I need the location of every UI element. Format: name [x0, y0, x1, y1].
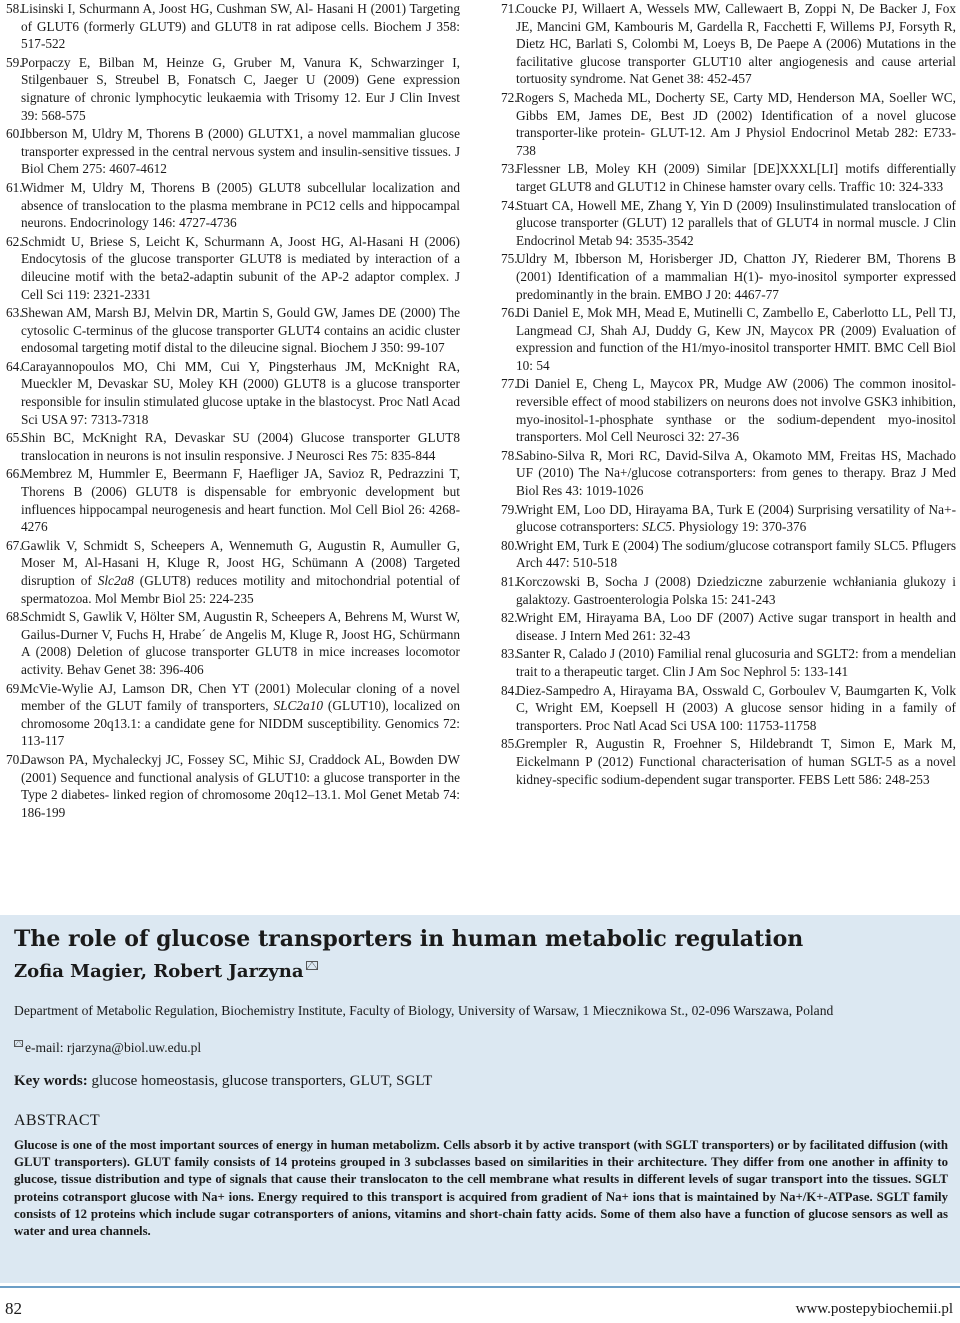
reference-item	[501, 304, 956, 374]
reference-item	[6, 179, 460, 232]
reference-text: Shin BC, McKnight RA, Devaskar SU (2004) Glucose transporter GLUT8 translocation in neurons is not insulin responsive. J Neurosci Res 75: 835-844	[21, 430, 460, 463]
reference-text: Santer R, Calado J (2010) Familial renal glucosuria and SGLT2: from a mendelian trait to a therapeutic target. Clin J Am Soc Nephrol 5: 133-141	[516, 646, 956, 679]
reference-text: Uldry M, Ibberson M, Horisberger JD, Chatton JY, Riederer BM, Thorens B (2001) Identification of a mammalian H(1)- myo-inositol symporter expressed predominantly in the brain. EMBO J 20: 4467-77	[516, 251, 956, 302]
reference-text-part: (GLUT10), localized on chromosome 20q13.1: a candidate gene for NIDDM susceptibility. Genomics 72: 113-117	[21, 698, 460, 749]
reference-item	[501, 447, 956, 500]
reference-number: 71.	[501, 1, 518, 16]
reference-item	[501, 501, 956, 536]
reference-text-part: . Physiology 19: 370-376	[671, 519, 807, 535]
reference-item	[501, 89, 956, 159]
author-names: Zofia Magier, Robert Jarzyna	[14, 961, 304, 982]
reference-text: Membrez M, Hummler E, Beermann F, Haefliger JA, Savioz R, Pedrazzini T, Thorens B (2006) GLUT8 is dispensable for embryonic development but influences hippocampal neurogenesis and heart function. Mol Cell Biol 26: 4268-4276	[21, 466, 460, 535]
page-number: 82	[5, 1299, 22, 1318]
reference-text: Flessner LB, Moley KH (2009) Similar [DE]XXXL[LI] motifs differentially target GLUT8 and GLUT12 in Chinese hamster ovary cells. Traffic 10: 324-333	[516, 161, 956, 194]
reference-number: 84.	[501, 682, 518, 698]
corresponding-email	[14, 1040, 201, 1056]
reference-number: 64.	[6, 358, 23, 374]
reference-text	[516, 501, 956, 536]
reference-text: Widmer M, Uldry M, Thorens B (2005) GLUT8 subcellular localization and absence of translocation to the plasma membrane in PC12 cells and hippocampal neurons. Endocrinology 146: 4727-4736	[21, 179, 460, 231]
reference-item	[6, 680, 460, 750]
references-right-column	[501, 0, 956, 789]
reference-text: Shewan AM, Marsh BJ, Melvin DR, Martin S, Gould GW, James DE (2000) The cytosolic C-terminus of the glucose transporter GLUT4 contains an acidic cluster endosomal targeting motif distal to the dileucine signal. Biochem J 350: 99-107	[21, 305, 460, 356]
keywords-label: Key words:	[14, 1073, 88, 1089]
reference-number: 69.	[6, 680, 23, 696]
reference-text	[21, 537, 460, 607]
reference-item	[501, 609, 956, 644]
reference-text: Ibberson M, Uldry M, Thorens B (2000) GLUTX1, a novel mammalian glucose transporter expressed in the central nervous system and insulin-sensitive tissues. J Biol Chem 275: 4607-4612	[21, 126, 460, 177]
reference-number: 77.	[501, 376, 518, 392]
reference-text: Wright EM, Hirayama BA, Loo DF (2007) Active sugar transport in health and disease. J Intern Med 261: 32-43	[516, 610, 956, 643]
envelope-icon	[306, 961, 318, 970]
reference-text-part: McVie-Wylie AJ, Lamson DR, Chen YT (2001) Molecular cloning of a novel member of the GLUT family of transporters,	[21, 680, 460, 714]
reference-text: Grempler R, Augustin R, Froehner S, Hildebrandt T, Simon E, Mark M, Eickelmann P (2012) Functional characterisation of human SGLT-5 as a novel kidney-specific sodium-dependent sugar transporter. FEBS Lett 586: 248-253	[516, 736, 956, 787]
abstract-heading: ABSTRACT	[14, 1112, 100, 1129]
reference-item	[6, 537, 460, 607]
reference-item	[6, 125, 460, 178]
reference-item	[501, 375, 956, 445]
reference-item	[6, 54, 460, 124]
reference-number: 62.	[6, 233, 23, 249]
reference-text-part: Gawlik V, Schmidt S, Scheepers A, Wennemuth G, Augustin R, Aumuller G, Moser M, Al-Hasani H, Kluge R, Joost HG, Schümann A (2008) Targeted disruption of	[21, 537, 460, 588]
reference-number: 80.	[501, 537, 518, 553]
reference-number: 61.	[6, 179, 23, 195]
footer-rule	[0, 1286, 960, 1288]
reference-item	[501, 250, 956, 303]
reference-item	[6, 358, 460, 428]
reference-item	[501, 0, 956, 88]
reference-italic-gene: Slc2a8	[97, 573, 134, 588]
reference-item	[501, 573, 956, 608]
reference-number: 79.	[501, 501, 518, 517]
abstract-text: Glucose is one of the most important sources of energy in human metabolizm. Cells absorb it by active transport (with SGLT transporters) or by facilitated diffusion (with GLUT transporters). GLUT family consists of 14 proteins grouped in 3 subclasses based on similarities in their architecture. They differ from one another in affinity to glucose, tissue distribution and type of signals that cause their translocaton to the cell membrane what results in different levels of sugar transport into the tissues. SGLT proteins cotransport glucose with Na+ ions. Energy required to this transport is acquired from gradient of Na+ ions that is maintained by Na+/K+-ATPase. SGLT family consists of 12 proteins which include sugar cotransporters of anions, vitamins and short-chain fatty acids. Some of them also have a function of glucose sensors as well as water and urea channels.	[14, 1138, 948, 1239]
reference-number: 60.	[6, 126, 23, 142]
reference-item	[6, 465, 460, 535]
reference-item	[501, 735, 956, 788]
site-url[interactable]: www.postepybiochemii.pl	[795, 1301, 953, 1317]
reference-number: 73.	[501, 161, 518, 177]
reference-number: 66.	[6, 466, 23, 482]
reference-number: 58.	[6, 1, 23, 16]
reference-number: 85.	[501, 736, 518, 752]
reference-number: 59.	[6, 54, 23, 70]
reference-item	[6, 0, 460, 53]
reference-text: Coucke PJ, Willaert A, Wessels MW, Callewaert B, Zoppi N, De Backer J, Fox JE, Mancini GM, Kambouris M, Gardella R, Facchetti F, Willems PJ, Forsyth R, Dietz HC, Barlati S, Colombi M, Loeys B, De Paepe A (2006) Mutations in the facilitative glucose transporter GLUT10 alter angiogenesis and cause arterial tortuosity syndrome. Nat Genet 38: 452-457	[516, 1, 956, 87]
reference-number: 70.	[6, 751, 23, 767]
keywords-list: glucose homeostasis, glucose transporters, GLUT, SGLT	[91, 1073, 433, 1089]
reference-text: Porpaczy E, Bilban M, Heinze G, Gruber M, Vanura K, Schwarzinger I, Stilgenbauer S, Streubel B, Fonatsch C, Jaeger U (2009) Gene expression signature of chronic lymphocytic leukaemia with Trisomy 12. Eur J Clin Invest 39: 568-575	[21, 54, 460, 123]
reference-text-part: Wright EM, Loo DD, Hirayama BA, Turk E (2004) Surprising versatility of Na+-glucose cotransporters:	[516, 501, 956, 535]
reference-number: 74.	[501, 197, 518, 213]
reference-text: Sabino-Silva R, Mori RC, David-Silva A, Okamoto MM, Freitas HS, Machado UF (2010) The Na+/glucose cotransporters: from genes to therapy. Braz J Med Biol Res 43: 1019-1026	[516, 447, 956, 499]
references-left-column	[6, 0, 460, 822]
reference-number: 83.	[501, 646, 518, 662]
reference-item	[6, 429, 460, 464]
reference-number: 76.	[501, 305, 518, 321]
reference-item	[501, 682, 956, 735]
reference-text: Lisinski I, Schurmann A, Joost HG, Cushman SW, Al- Hasani H (2001) Targeting of GLUT6 (formerly GLUT9) and GLUT8 in rat adipose cells. Biochem J 358: 517-522	[21, 1, 460, 52]
reference-number: 63.	[6, 305, 23, 321]
reference-text: Carayannopoulos MO, Chi MM, Cui Y, Pingsterhaus JM, McKnight RA, Mueckler M, Devaskar SU, Moley KH (2000) GLUT8 is a glucose transporter responsible for insulin stimulated glucose uptake in the blastocyst. Proc Natl Acad Sci USA 97: 7313-7318	[21, 358, 460, 427]
reference-number: 78.	[501, 447, 518, 463]
article-title: The role of glucose transporters in human metabolic regulation	[14, 926, 804, 952]
reference-item	[501, 197, 956, 250]
reference-text-part: (GLUT8) reduces motility and mitochondrial potential of spermatozoa. Mol Membr Biol 25: 224-235	[21, 573, 460, 606]
reference-item	[6, 751, 460, 821]
reference-text: Diez-Sampedro A, Hirayama BA, Osswald C, Gorboulev V, Baumgarten K, Volk C, Wright EM, Koepsell H (2003) A glucose sensor hiding in a family of transporters. Proc Natl Acad Sci USA 100: 11753-11758	[516, 682, 956, 733]
envelope-icon	[14, 1040, 23, 1047]
reference-item	[6, 233, 460, 303]
reference-number: 72.	[501, 89, 518, 105]
reference-number: 82.	[501, 610, 518, 626]
reference-number: 65.	[6, 430, 23, 446]
email-text: e-mail: rjarzyna@biol.uw.edu.pl	[25, 1040, 202, 1055]
reference-item	[501, 645, 956, 680]
reference-text: Stuart CA, Howell ME, Zhang Y, Yin D (2009) Insulinstimulated translocation of glucose transporter (GLUT) 12 parallels that of GLUT4 in normal muscle. J Clin Endocrinol Metab 94: 3535-3542	[516, 197, 956, 248]
authors	[14, 961, 318, 982]
reference-text: Schmidt S, Gawlik V, Hölter SM, Augustin R, Scheepers A, Behrens M, Wurst W, Gailus-Durner V, Fuchs H, Hrabe´ de Angelis M, Kluge R, Joost HG, Schürmann A (2008) Deletion of glucose transporter GLUT8 in mice increases locomotor activity. Behav Genet 38: 396-406	[21, 609, 460, 677]
reference-italic-gene: SLC5	[642, 519, 672, 535]
reference-item	[501, 537, 956, 572]
reference-number: 75.	[501, 251, 518, 267]
reference-text	[21, 680, 460, 750]
reference-number: 67.	[6, 537, 23, 553]
reference-number: 68.	[6, 609, 23, 625]
reference-text: Wright EM, Turk E (2004) The sodium/glucose cotransport family SLC5. Pflugers Arch 447: 510-518	[516, 537, 956, 571]
reference-italic-gene: SLC2a10	[273, 698, 323, 714]
reference-text: Di Daniel E, Mok MH, Mead E, Mutinelli C, Zambello E, Caberlotto LL, Pell TJ, Langmead CJ, Shah AJ, Duddy G, Kew JN, Maycox PR (2009) Evaluation of expression and function of the H1/myo-inositol transporter HMIT. BMC Cell Biol 10: 54	[516, 305, 956, 373]
reference-text: Dawson PA, Mychaleckyj JC, Fossey SC, Mihic SJ, Craddock AL, Bowden DW (2001) Sequence and functional analysis of GLUT10: a glucose transporter in the Type 2 diabetes- linked region of chromosome 20q12–13.1. Mol Genet Metab 74: 186-199	[21, 751, 460, 820]
affiliation: Department of Metabolic Regulation, Biochemistry Institute, Faculty of Biology, University of Warsaw, 1 Miecznikowa St., 02-096 Warszawa, Poland	[14, 1003, 834, 1018]
reference-number: 81.	[501, 574, 518, 589]
reference-text: Schmidt U, Briese S, Leicht K, Schurmann A, Joost HG, Al-Hasani H (2006) Endocytosis of the glucose transporter GLUT8 is mediated by interaction of a dileucine motif with the beta2-adaptin subunit of the AP-2 adaptor complex. J Cell Sci 119: 2321-2331	[21, 233, 460, 302]
reference-item	[6, 304, 460, 357]
reference-text: Korczowski B, Socha J (2008) Dziedziczne zaburzenie wchłaniania glukozy i galaktozy. Gastroenterologia Polska 15: 241-243	[516, 574, 956, 607]
reference-item	[501, 160, 956, 195]
keywords	[14, 1073, 432, 1090]
reference-text: Di Daniel E, Cheng L, Maycox PR, Mudge AW (2006) The common inositol-reversible effect of mood stabilizers on neurons does not involve GSK3 inhibition, myo-inositol-1-phosphate synthase or the sodium-dependent myo-inositol transporters. Mol Cell Neurosci 32: 27-36	[516, 376, 956, 445]
reference-item	[6, 608, 460, 678]
reference-text: Rogers S, Macheda ML, Docherty SE, Carty MD, Henderson MA, Soeller WC, Gibbs EM, James DE, Best JD (2002) Identification of a novel glucose transporter-like protein- GLUT-12. Am J Physiol Endocrinol Metab 282: E733-738	[516, 89, 956, 158]
